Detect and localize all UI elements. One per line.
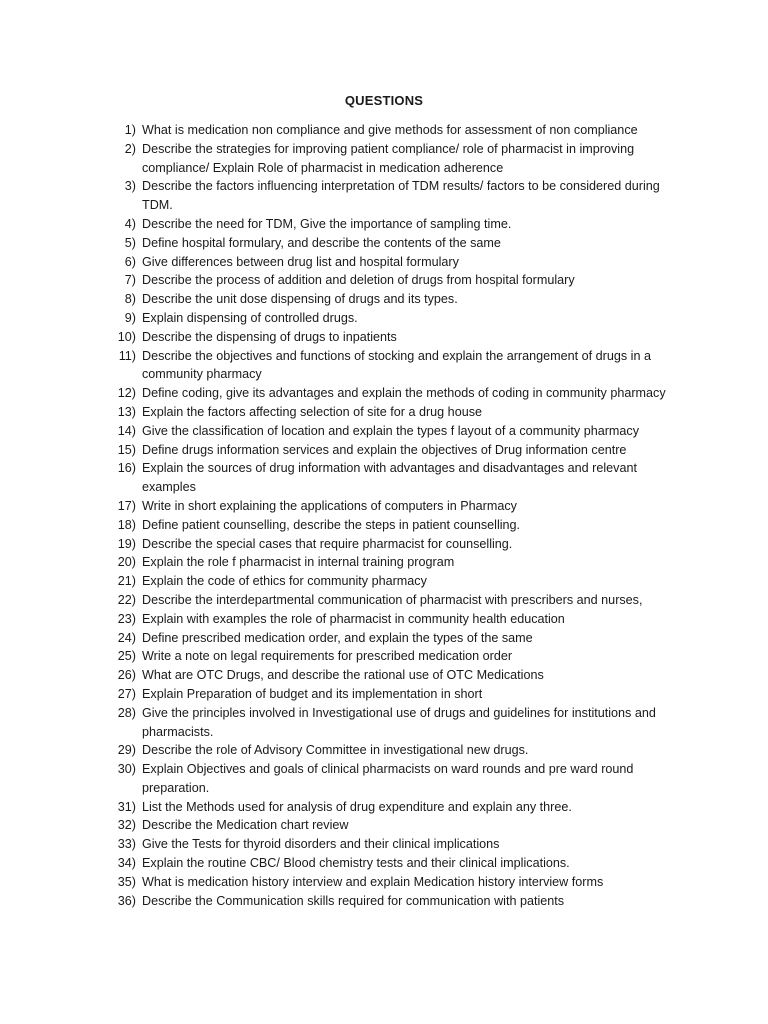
question-number: 22) [117, 592, 136, 607]
question-text: What is medication non compliance and give methods for assessment of non compliance [142, 123, 638, 137]
question-number: 6) [124, 254, 136, 269]
question-text: Explain the code of ethics for community pharmacy [142, 574, 427, 589]
question-item [110, 253, 670, 272]
question-item [110, 516, 670, 535]
question-text: Explain dispensing of controlled drugs. [142, 310, 358, 325]
question-item [110, 403, 670, 422]
question-number: 16) [117, 461, 136, 476]
question-text: What are OTC Drugs, and describe the rational use of OTC Medications [142, 668, 544, 683]
question-number: 9) [124, 310, 136, 325]
question-number: 14) [117, 423, 136, 438]
question-number: 5) [124, 235, 136, 250]
question-item [110, 271, 670, 290]
question-number: 18) [117, 517, 136, 532]
question-item [110, 328, 670, 347]
question-number: 32) [117, 818, 136, 833]
question-item [110, 892, 670, 911]
question-item [110, 835, 670, 854]
question-text: Explain Preparation of budget and its implementation in short [142, 686, 483, 701]
question-text: Describe the strategies for improving patient compliance/ role of pharmacist in improving compliance/ Explain Role of pharmacist in medication adherence [142, 141, 635, 175]
question-number: 34) [117, 856, 136, 871]
question-text: Describe the objectives and functions of stocking and explain the arrangement of drugs in a community pharmacy [142, 348, 651, 382]
question-text: Write a note on legal requirements for prescribed medication order [142, 649, 513, 664]
question-text: Explain Objectives and goals of clinical pharmacists on ward rounds and pre ward round preparation. [142, 762, 634, 795]
question-number: 24) [117, 630, 136, 645]
question-number: 12) [117, 386, 136, 401]
question-text: Describe the Medication chart review [142, 818, 349, 833]
question-text: Explain the routine CBC/ Blood chemistry tests and their clinical implications. [142, 856, 570, 871]
question-item [110, 309, 670, 328]
question-number: 3) [124, 179, 136, 194]
question-item [110, 760, 670, 798]
question-number: 19) [117, 536, 136, 551]
question-item [110, 666, 670, 685]
question-text: Give the classification of location and explain the types f layout of a community pharmacy [142, 423, 640, 438]
question-text: Describe the unit dose dispensing of drugs and its types. [142, 292, 458, 307]
question-item [110, 140, 670, 178]
page-title: QUESTIONS [344, 93, 424, 108]
question-item [110, 798, 670, 817]
question-text: Write in short explaining the applications of computers in Pharmacy [142, 498, 517, 513]
question-item [110, 177, 670, 215]
question-item [110, 610, 670, 629]
question-item [110, 816, 670, 835]
question-text: Explain the sources of drug information with advantages and disadvantages and relevant examples [142, 461, 637, 495]
question-text: Describe the special cases that require pharmacist for counselling. [142, 536, 513, 551]
question-text: Define drugs information services and explain the objectives of Drug information centre [142, 442, 627, 457]
question-number: 27) [117, 686, 136, 701]
question-item [110, 647, 670, 666]
question-text: Explain the role f pharmacist in internal training program [142, 555, 455, 570]
question-number: 28) [117, 705, 136, 720]
question-text: Define patient counselling, describe the steps in patient counselling. [142, 517, 521, 532]
question-text: Explain the factors affecting selection of site for a drug house [142, 404, 483, 419]
question-text: What is medication history interview and explain Medication history interview forms [142, 874, 604, 889]
question-item [110, 553, 670, 572]
question-item [110, 215, 670, 234]
question-text: Explain with examples the role of pharmacist in community health education [142, 611, 565, 626]
question-text: Define coding, give its advantages and explain the methods of coding in community pharmacy [142, 386, 666, 401]
question-item [110, 572, 670, 591]
question-text: Define hospital formulary, and describe the contents of the same [142, 235, 501, 250]
question-item [110, 497, 670, 516]
question-item [110, 234, 670, 253]
question-text: Give the principles involved in Investigational use of drugs and guidelines for institutions and pharmacists. [142, 705, 656, 739]
question-item [110, 535, 670, 554]
question-item [110, 290, 670, 309]
question-item [110, 873, 670, 892]
question-text: Describe the process of addition and deletion of drugs from hospital formulary [142, 273, 575, 288]
question-number: 25) [117, 649, 136, 664]
question-number: 35) [117, 874, 136, 889]
question-number: 4) [124, 216, 136, 231]
question-number: 15) [117, 442, 136, 457]
question-item [110, 121, 670, 140]
question-number: 13) [117, 404, 136, 419]
question-text: Give differences between drug list and hospital formulary [142, 254, 459, 269]
question-number: 29) [117, 743, 136, 758]
question-text: Give the Tests for thyroid disorders and their clinical implications [142, 837, 500, 852]
question-number: 26) [117, 668, 136, 683]
question-text: Describe the need for TDM, Give the importance of sampling time. [142, 216, 512, 231]
question-text: Describe the dispensing of drugs to inpatients [142, 329, 397, 344]
question-number: 1) [124, 123, 136, 137]
question-item [110, 422, 670, 441]
question-item [110, 629, 670, 648]
question-item [110, 741, 670, 760]
question-text: Describe the Communication skills required for communication with patients [142, 893, 565, 908]
question-item [110, 441, 670, 460]
question-text: Define prescribed medication order, and explain the types of the same [142, 630, 533, 645]
question-number: 8) [124, 292, 136, 307]
question-number: 17) [117, 498, 136, 513]
question-text: List the Methods used for analysis of drug expenditure and explain any three. [142, 799, 572, 814]
question-item [110, 685, 670, 704]
question-number: 36) [117, 893, 136, 908]
question-number: 23) [117, 611, 136, 626]
question-text: Describe the factors influencing interpretation of TDM results/ factors to be considered during TDM. [142, 179, 660, 213]
question-number: 11) [118, 348, 136, 363]
question-number: 31) [117, 799, 136, 814]
question-item [110, 459, 670, 497]
question-item [110, 384, 670, 403]
question-item [110, 854, 670, 873]
question-number: 21) [117, 574, 136, 589]
question-number: 2) [124, 141, 136, 156]
question-text: Describe the interdepartmental communication of pharmacist with prescribers and nurses, [142, 592, 643, 607]
question-list [110, 121, 670, 910]
question-item [110, 591, 670, 610]
question-number: 7) [124, 273, 136, 288]
question-number: 30) [117, 762, 136, 777]
question-item [110, 347, 670, 385]
question-number: 33) [117, 837, 136, 852]
question-item [110, 704, 670, 742]
question-number: 10) [117, 329, 136, 344]
question-text: Describe the role of Advisory Committee in investigational new drugs. [142, 743, 529, 758]
question-number: 20) [117, 555, 136, 570]
